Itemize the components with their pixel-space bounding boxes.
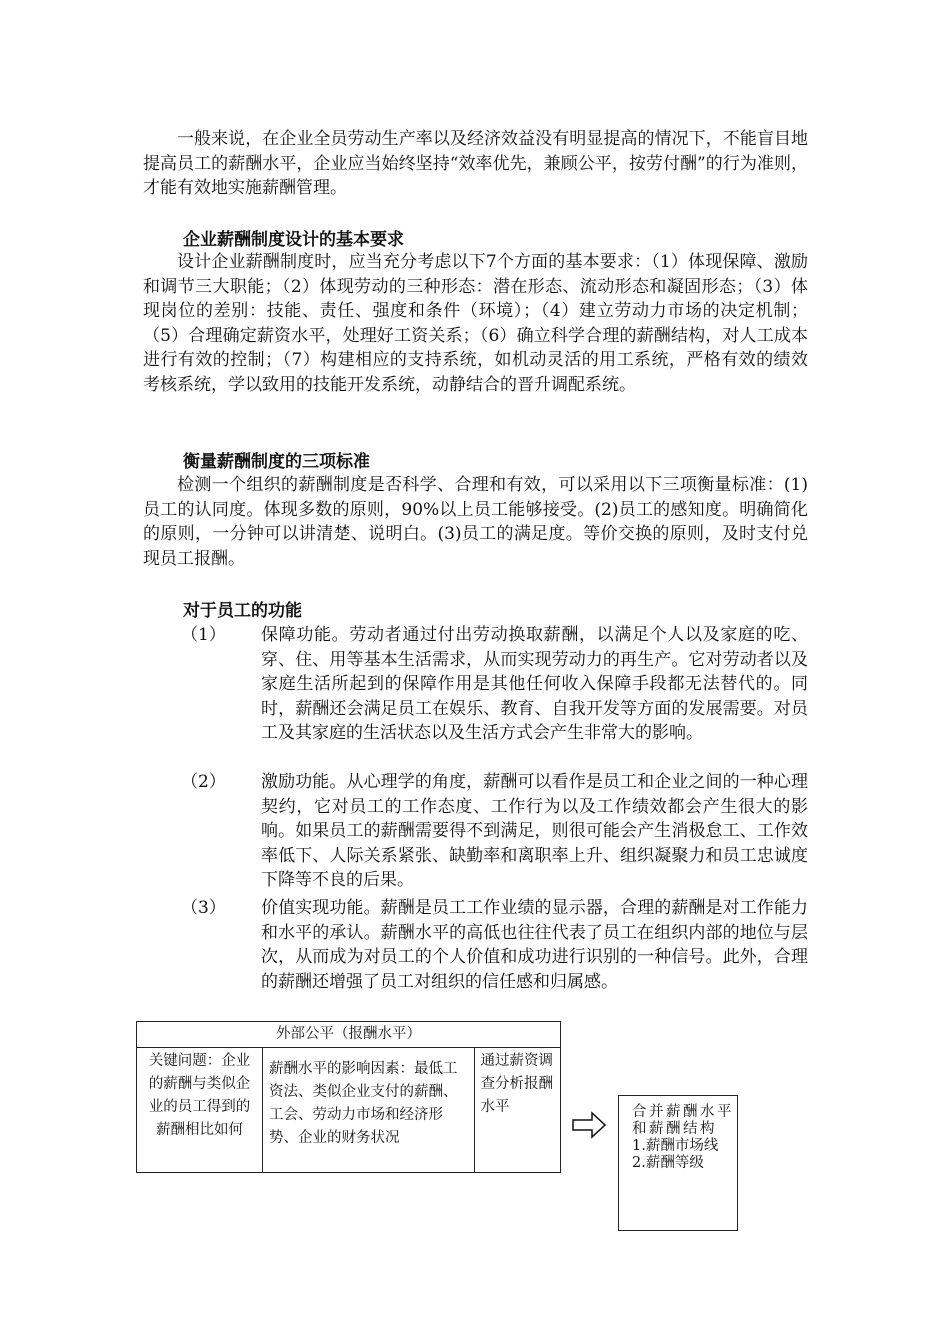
section-heading-requirements: 企业薪酬制度设计的基本要求 (183, 230, 404, 250)
intro-paragraph: 一般来说，在企业全员劳动生产率以及经济效益没有明显提高的情况下，不能盲目地提高员工的薪酬水平，企业应当始终坚持“效率优先，兼顾公平，按劳付酬”的行为准则，才能有效地实施薪酬管理。 (143, 129, 808, 199)
item-text: 激励功能。从心理学的角度，薪酬可以看作是员工和企业之间的一种心理契约，它对员工的工作态度、工作行为以及工作绩效都会产生很大的影响。如果员工的薪酬需要得不到满足，则很可能会产生消极怠工、工作效率低下、人际关系紧张、缺勤率和离职率上升、组织凝聚力和员工忠诚度下降等不良的后果。 (261, 772, 808, 891)
item-number: （2） (181, 772, 226, 792)
right-arrow-icon (572, 1111, 606, 1139)
section-heading-functions: 对于员工的功能 (183, 601, 302, 621)
requirements-paragraph: 设计企业薪酬制度时，应当充分考虑以下7个方面的基本要求：（1）体现保障、激励和调节三大职能；（2）体现劳动的三种形态：潜在形态、流动形态和凝固形态；（3）体现岗位的差别：技能、责任、强度和条件（环境）；（4）建立劳动力市场的决定机制；（5）合理确定薪资水平，处理好工资关系；（6）确立科学合理的薪酬结构，对人工成本进行有效的控制；（7）构建相应的支持系统，如机动灵活的用工系统，严格有效的绩效考核系统，学以致用的技能开发系统，动静结合的晋升调配系统。 (143, 252, 808, 395)
external-fairness-table (136, 1021, 561, 1173)
section-heading-standards: 衡量薪酬制度的三项标准 (183, 452, 370, 472)
item-number: （3） (181, 898, 226, 918)
box-title: 合并薪酬水平和薪酬结构 (632, 1104, 734, 1137)
box-item: 1.薪酬市场线 (632, 1138, 719, 1154)
key-question-cell: 关键问题：企业的薪酬与类似企业的员工得到的薪酬相比如何 (137, 1048, 263, 1173)
item-text: 价值实现功能。薪酬是员工工作业绩的显示器，合理的薪酬是对工作能力和水平的承认。薪酬水平的高低也往往代表了员工在组织内部的地位与层次，从而成为对员工的个人价值和成功进行识别的一种信号。此外，合理的薪酬还增强了员工对组织的信任感和归属感。 (261, 898, 808, 992)
table-header: 外部公平（报酬水平） (137, 1022, 561, 1048)
standards-paragraph: 检测一个组织的薪酬制度是否科学、合理和有效，可以采用以下三项衡量标准：(1)员工的认同度。体现多数的原则，90%以上员工能够接受。(2)员工的感知度。明确简化的原则，一分钟可以讲清楚、说明白。(3)员工的满足度。等价交换的原则，及时支付兑现员工报酬。 (143, 475, 808, 569)
box-item: 2.薪酬等级 (632, 1155, 704, 1171)
influence-factors-cell: 薪酬水平的影响因素：最低工资法、类似企业支付的薪酬、工会、劳动力市场和经济形势、企业的财务状况 (263, 1048, 474, 1173)
item-text: 保障功能。劳动者通过付出劳动换取薪酬，以满足个人以及家庭的吃、穿、住、用等基本生活需求，从而实现劳动力的再生产。它对劳动者以及家庭生活所起到的保障作用是其他任何收入保障手段都无法替代的。同时，薪酬还会满足员工在娱乐、教育、自我开发等方面的发展需要。对员工及其家庭的生活状态以及生活方式会产生非常大的影响。 (261, 625, 808, 744)
survey-analysis-cell: 通过薪资调查分析报酬水平 (474, 1048, 560, 1173)
combined-structure-box (618, 1095, 738, 1231)
item-number: （1） (181, 625, 226, 645)
